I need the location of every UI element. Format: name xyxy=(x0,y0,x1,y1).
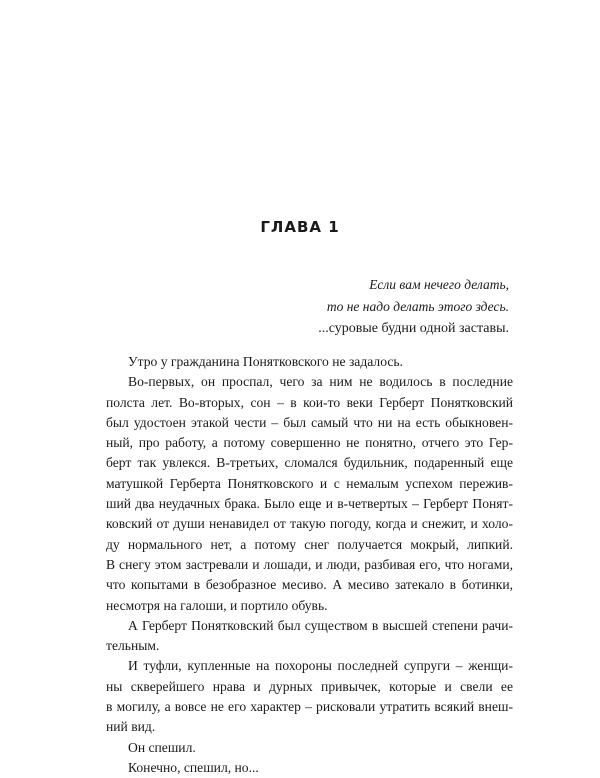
epigraph-line: Если вам нечего делать, xyxy=(369,277,509,292)
text-line: Конечно, спешил, но... xyxy=(128,759,259,775)
text-line: полста лет. Во-вторых, сон – в кои-то веки Герберт Понятковский xyxy=(106,394,513,410)
epigraph xyxy=(169,274,509,318)
text-line: ду нормального нет, а потому снег получается мокрый, липкий. xyxy=(106,536,513,552)
text-line: несмотря на галоши, и портило обувь. xyxy=(106,597,328,613)
chapter-body xyxy=(106,352,513,778)
text-line: что копытами в безобразное месиво. А месиво затекало в ботинки, xyxy=(106,577,513,593)
text-line: был удостоен этакой чести – был самый что ни на есть обыкновен- xyxy=(106,414,513,430)
text-line: ный, про работу, а потому совершенно не понятно, отчего это Гер- xyxy=(106,435,513,451)
text-line: тельным. xyxy=(106,638,160,654)
text-line: Утро у гражданина Понятковского не задалось. xyxy=(128,354,403,369)
text-line: ший два неудачных брака. Было еще и в-четвертых – Герберт Понят- xyxy=(106,496,513,512)
text-line: в могилу, а вовсе не его характер – рисковали утратить всякий внеш- xyxy=(106,699,513,715)
text-line: В снегу этом застревали и лошади, и люди, разбивая его, что ногами, xyxy=(106,556,513,572)
text-line: матушкой Герберта Понятковского и с немалым успехом пережив- xyxy=(106,475,513,491)
chapter-title: ГЛАВА 1 xyxy=(260,218,340,236)
text-line: ковский от души ненавидел от такую погоду, когда и снежит, и холо- xyxy=(106,516,513,532)
text-line: берт так увлекся. В-третьих, сломался будильник, подаренный еще xyxy=(106,455,513,471)
text-line: И туфли, купленные на похороны последней супруги – женщи- xyxy=(128,658,513,674)
text-line: ний вид. xyxy=(106,719,156,735)
text-line: ны скверейшего нрава и дурных привычек, которые и свели ее xyxy=(106,678,513,694)
text-line: Во-первых, он проспал, чего за ним не водилось в последние xyxy=(128,374,513,390)
epigraph-source: ...суровые будни одной заставы. xyxy=(318,321,509,336)
text-line: А Герберт Понятковский был существом в высшей степени рачи- xyxy=(128,617,513,633)
text-line: Он спешил. xyxy=(128,739,196,755)
epigraph-line: то не надо делать этого здесь. xyxy=(326,299,509,314)
